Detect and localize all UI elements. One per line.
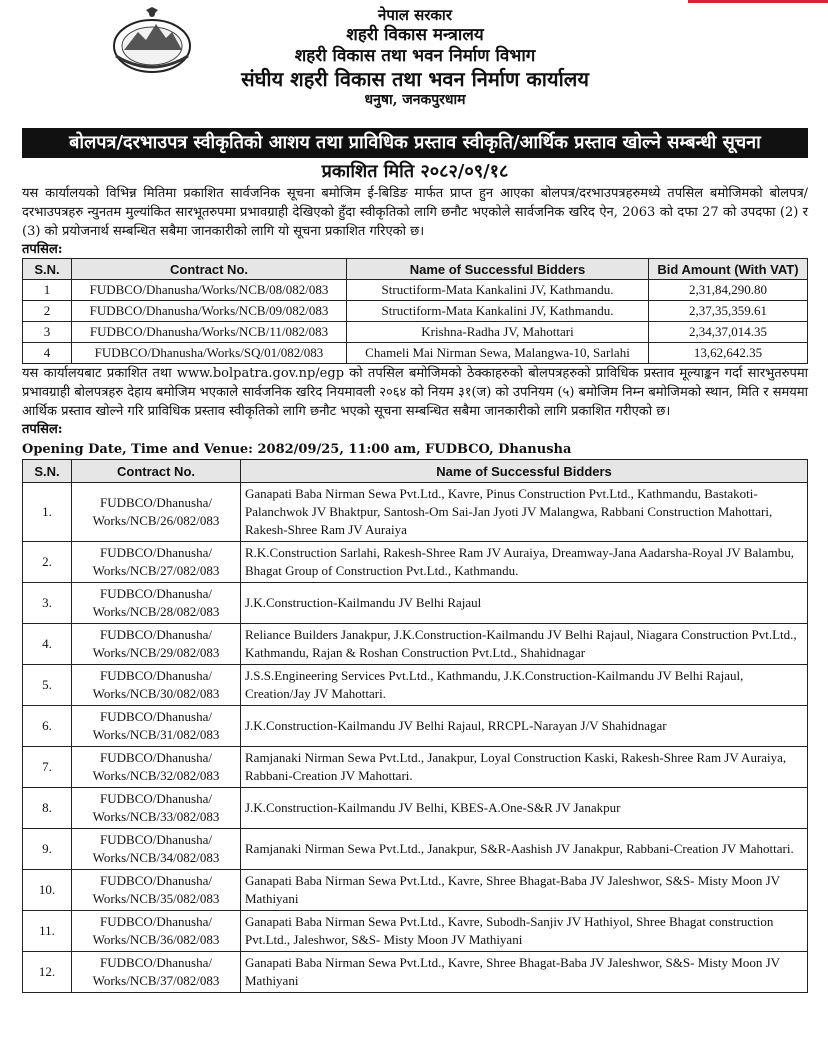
row-sn: 4. — [23, 624, 72, 665]
row-contract: FUDBCO/Dhanusha/ Works/NCB/35/082/083 — [72, 870, 241, 911]
row-bidders: J.S.S.Engineering Services Pvt.Ltd., Kathmandu, J.K.Construction-Kailmandu JV Belhi Rajaul, Creation/Jay JV Mahottari. — [241, 665, 808, 706]
row-sn: 1. — [23, 483, 72, 542]
row-sn: 12. — [23, 952, 72, 993]
row-contract: FUDBCO/Dhanusha/Works/NCB/11/082/083 — [72, 322, 347, 343]
row-bidder: Structiform-Mata Kankalini JV, Kathmandu. — [347, 280, 649, 301]
col-bidders-header: Name of Successful Bidders — [241, 460, 808, 483]
row-sn: 7. — [23, 747, 72, 788]
col-contract-header: Contract No. — [72, 259, 347, 280]
row-sn: 8. — [23, 788, 72, 829]
row-sn: 2. — [23, 542, 72, 583]
intro-paragraph: यस कार्यालयको विभिन्न मितिमा प्रकाशित सार्वजनिक सूचना बमोजिम ई-बिडिङ मार्फत प्राप्त हुन आएका बोलपत्र/दरभाउपत्रहरुमध्ये तपसिल बमोजिमको बोलपत्र/ दरभाउपत्रहरु न्युनतम मुल्यांकित सारभूतरुपमा प्रभावग्राही देखिएको हुँदा स्वीकृतिको लागि छनौट भएकोले सार्वजनिक खरिद ऐन, 2063 को दफा 27 को उपदफा (2) र (3) को प्रयोजनार्थ सम्बन्धित सबैमा जानकारीको लागि यो सूचना प्रकाशित गरिएको छ। — [22, 186, 808, 239]
col-bidder-header: Name of Successful Bidders — [347, 259, 649, 280]
row-contract: FUDBCO/Dhanusha/ Works/NCB/26/082/083 — [72, 483, 241, 542]
col-sn-header: S.N. — [23, 259, 72, 280]
row-sn: 3 — [23, 322, 72, 343]
row-sn: 5. — [23, 665, 72, 706]
table-row — [23, 747, 808, 788]
table-row — [23, 870, 808, 911]
header-line-office: संघीय शहरी विकास तथा भवन निर्माण कार्यालय — [241, 67, 589, 92]
table-row — [23, 788, 808, 829]
header-line-ministry: शहरी विकास मन्त्रालय — [346, 24, 484, 45]
header-line-government: नेपाल सरकार — [378, 6, 452, 24]
row-bidders: Ramjanaki Nirman Sewa Pvt.Ltd., Janakpur, S&R-Aashish JV Janakpur, Rabbani-Creation JV Mahottari. — [241, 829, 808, 870]
table-row — [23, 624, 808, 665]
opening-details: Opening Date, Time and Venue: 2082/09/25, 11:00 am, FUDBCO, Dhanusha — [22, 442, 572, 457]
row-contract: FUDBCO/Dhanusha/ Works/NCB/31/082/083 — [72, 706, 241, 747]
row-sn: 4 — [23, 343, 72, 364]
row-bidder: Chameli Mai Nirman Sewa, Malangwa-10, Sarlahi — [347, 343, 649, 364]
row-contract: FUDBCO/Dhanusha/ Works/NCB/32/082/083 — [72, 747, 241, 788]
row-amount: 2,34,37,014.35 — [649, 322, 808, 343]
table-row — [23, 322, 808, 343]
table-row — [23, 542, 808, 583]
col-amount-header: Bid Amount (With VAT) — [649, 259, 808, 280]
publish-date: प्रकाशित मिति २०८२/०९/१८ — [321, 161, 509, 182]
row-amount: 13,62,642.35 — [649, 343, 808, 364]
table-header-row — [23, 460, 808, 483]
row-bidder: Structiform-Mata Kankalini JV, Kathmandu. — [347, 301, 649, 322]
tapsil-label-2: तपसिल: — [22, 422, 63, 437]
row-sn: 10. — [23, 870, 72, 911]
row-bidders: Ganapati Baba Nirman Sewa Pvt.Ltd., Kavre, Pinus Construction Pvt.Ltd., Kathmandu, Bastakoti-Palanchwok JV Bhaktpur, Santosh-Om Sai-Jan Jyoti JV Malangwa, Rabbani Construction Mahottari, Rakesh-Shree Ram JV Auraiya — [241, 483, 808, 542]
second-paragraph: यस कार्यालयबाट प्रकाशित तथा www.bolpatra.gov.np/egp को तपसिल बमोजिमको ठेक्काहरुको बोलपत्रहरुको प्राविधिक प्रस्ताव मूल्याङ्कन गर्दा सारभुतरुपमा प्रभावग्राही बोलपत्रहरु देहाय बमोजिम भएकाले सार्वजनिक खरिद नियमावली २०६४ को नियम ३१(ज) को उपनियम (५) बमोजिम निम्न बमोजिमको स्थान, मिति र समयमा आर्थिक प्रस्ताव खोल्ने गरि प्राविधिक प्रस्ताव स्वीकृतिको लागि छनौट भएको सूचना सम्बन्धित सबैमा जानकारीको लागि प्रकाशित गरीएको छ। — [22, 366, 808, 419]
selected-bids-table — [22, 258, 808, 364]
header-line-location: धनुषा, जनकपुरधाम — [364, 92, 466, 109]
row-contract: FUDBCO/Dhanusha/ Works/NCB/37/082/083 — [72, 952, 241, 993]
row-contract: FUDBCO/Dhanusha/ Works/NCB/30/082/083 — [72, 665, 241, 706]
header-line-department: शहरी विकास तथा भवन निर्माण विभाग — [294, 46, 536, 66]
row-contract: FUDBCO/Dhanusha/ Works/NCB/28/082/083 — [72, 583, 241, 624]
col-contract-header: Contract No. — [72, 460, 241, 483]
row-amount: 2,37,35,359.61 — [649, 301, 808, 322]
table-row — [23, 911, 808, 952]
row-contract: FUDBCO/Dhanusha/Works/SQ/01/082/083 — [72, 343, 347, 364]
table-row — [23, 706, 808, 747]
col-sn-header: S.N. — [23, 460, 72, 483]
table-header-row — [23, 259, 808, 280]
row-sn: 1 — [23, 280, 72, 301]
row-bidders: Ganapati Baba Nirman Sewa Pvt.Ltd., Kavre, Shree Bhagat-Baba JV Jaleshwor, S&S- Misty Moon JV Mathiyani — [241, 870, 808, 911]
row-contract: FUDBCO/Dhanusha/Works/NCB/09/082/083 — [72, 301, 347, 322]
row-sn: 3. — [23, 583, 72, 624]
row-amount: 2,31,84,290.80 — [649, 280, 808, 301]
row-bidders: R.K.Construction Sarlahi, Rakesh-Shree Ram JV Auraiya, Dreamway-Jana Aadarsha-Royal JV Balambu, Bhagat Group of Construction Pvt.Ltd., Kathmandu. — [241, 542, 808, 583]
row-contract: FUDBCO/Dhanusha/ Works/NCB/36/082/083 — [72, 911, 241, 952]
table-row — [23, 829, 808, 870]
row-bidders: Ganapati Baba Nirman Sewa Pvt.Ltd., Kavre, Shree Bhagat-Baba JV Jaleshwor, S&S- Misty Moon JV Mathiyani — [241, 952, 808, 993]
row-bidders: Ganapati Baba Nirman Sewa Pvt.Ltd., Kavre, Subodh-Sanjiv JV Hathiyol, Shree Bhagat construction Pvt.Ltd., Jaleshwor, S&S- Misty Moon JV Mathiyani — [241, 911, 808, 952]
row-contract: FUDBCO/Dhanusha/Works/NCB/08/082/083 — [72, 280, 347, 301]
row-contract: FUDBCO/Dhanusha/ Works/NCB/29/082/083 — [72, 624, 241, 665]
row-sn: 11. — [23, 911, 72, 952]
table-row — [23, 952, 808, 993]
row-contract: FUDBCO/Dhanusha/ Works/NCB/27/082/083 — [72, 542, 241, 583]
row-bidders: Reliance Builders Janakpur, J.K.Construction-Kailmandu JV Belhi Rajaul, Niagara Construction Pvt.Ltd., Kathmandu, Rajan & Roshan Construction Pvt.Ltd., Shahidnagar — [241, 624, 808, 665]
notice-header — [22, 0, 808, 124]
table-row — [23, 583, 808, 624]
table-row — [23, 343, 808, 364]
table-row — [23, 665, 808, 706]
row-bidders: Ramjanaki Nirman Sewa Pvt.Ltd., Janakpur, Loyal Construction Kaski, Rakesh-Shree Ram JV Auraiya, Rabbani-Creation JV Mahottari. — [241, 747, 808, 788]
row-sn: 9. — [23, 829, 72, 870]
table-row — [23, 301, 808, 322]
row-sn: 2 — [23, 301, 72, 322]
row-sn: 6. — [23, 706, 72, 747]
row-bidders: J.K.Construction-Kailmandu JV Belhi, KBES-A.One-S&R JV Janakpur — [241, 788, 808, 829]
nepal-emblem-icon — [106, 6, 198, 78]
table-row — [23, 280, 808, 301]
row-contract: FUDBCO/Dhanusha/ Works/NCB/33/082/083 — [72, 788, 241, 829]
row-bidders: J.K.Construction-Kailmandu JV Belhi Rajaul — [241, 583, 808, 624]
table-row — [23, 483, 808, 542]
row-bidder: Krishna-Radha JV, Mahottari — [347, 322, 649, 343]
row-bidders: J.K.Construction-Kailmandu JV Belhi Rajaul, RRCPL-Narayan J/V Shahidnagar — [241, 706, 808, 747]
notice-title-banner: बोलपत्र/दरभाउपत्र स्वीकृतिको आशय तथा प्राविधिक प्रस्ताव स्वीकृति/आर्थिक प्रस्ताव खोल्ने सम्बन्धी सूचना — [22, 128, 808, 158]
row-contract: FUDBCO/Dhanusha/ Works/NCB/34/082/083 — [72, 829, 241, 870]
tapsil-label: तपसिल: — [22, 242, 63, 257]
financial-opening-table — [22, 459, 808, 993]
